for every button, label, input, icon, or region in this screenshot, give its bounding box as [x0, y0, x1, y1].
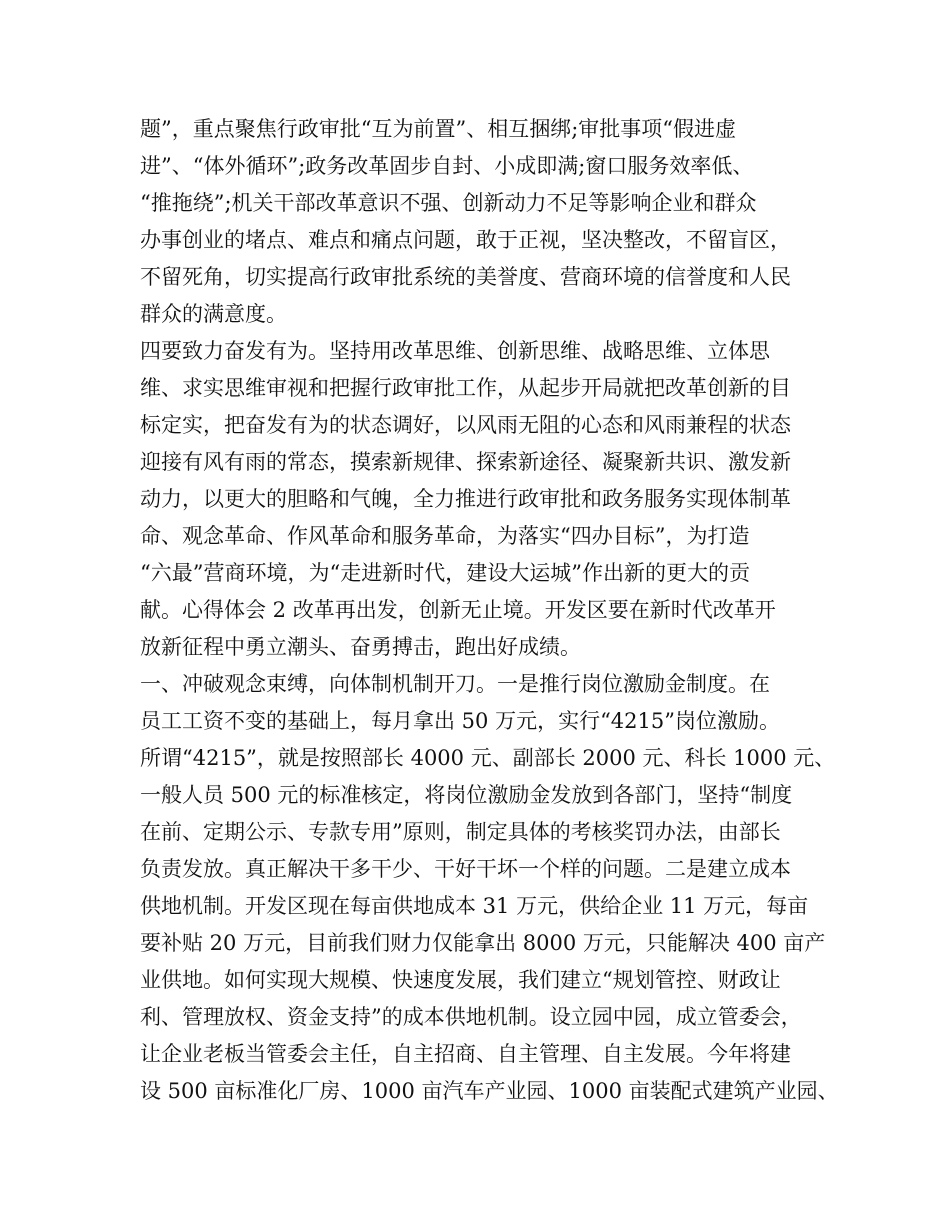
- text-line: 四要致力奋发有为。坚持用改革思维、创新思维、战略思维、立体思: [140, 339, 770, 363]
- text-line: 利、管理放权、资金支持”的成本供地机制。设立园中园，成立管委会，: [140, 1005, 802, 1029]
- text-line: 迎接有风有雨的常态，摸索新规律、探索新途径、凝聚新共识、激发新: [140, 450, 791, 474]
- text-line: 放新征程中勇立潮头、奋勇搏击，跑出好成绩。: [140, 635, 581, 659]
- text-line: “推拖绕”;机关干部改革意识不强、创新动力不足等影响企业和群众: [140, 191, 757, 215]
- text-line: 一般人员 500 元的标准核定，将岗位激励金发放到各部门，坚持“制度: [140, 783, 793, 807]
- text-line: 维、求实思维审视和把握行政审批工作，从起步开局就把改革创新的目: [140, 376, 791, 400]
- text-line: 设 500 亩标准化厂房、1000 亩汽车产业园、1000 亩装配式建筑产业园、: [140, 1079, 839, 1103]
- text-line: 要补贴 20 万元，目前我们财力仅能拿出 8000 万元，只能解决 400 亩产: [140, 931, 826, 955]
- text-line: 所谓“4215”，就是按照部长 4000 元、副部长 2000 元、科长 1000 元、: [140, 746, 836, 770]
- text-line: 标定实，把奋发有为的状态调好，以风雨无阻的心态和风雨兼程的状态: [140, 413, 791, 437]
- body-text: [140, 111, 839, 1110]
- text-line: 一、冲破观念束缚，向体制机制开刀。一是推行岗位激励金制度。在: [140, 672, 770, 696]
- text-line: 群众的满意度。: [140, 302, 287, 326]
- text-line: 献。心得体会 2 改革再出发，创新无止境。开发区要在新时代改革开: [140, 598, 776, 622]
- text-line: 员工工资不变的基础上，每月拿出 50 万元，实行“4215”岗位激励。: [140, 709, 780, 733]
- text-line: 在前、定期公示、专款专用”原则，制定具体的考核奖罚办法，由部长: [140, 820, 781, 844]
- text-line: 命、观念革命、作风革命和服务革命，为落实“四办目标”，为打造: [140, 524, 750, 548]
- text-line: “六最”营商环境，为“走进新时代，建设大运城”作出新的更大的贡: [140, 561, 750, 585]
- text-line: 供地机制。开发区现在每亩供地成本 31 万元，供给企业 11 万元，每亩: [140, 894, 809, 918]
- text-line: 进”、“体外循环”;政务改革固步自封、小成即满;窗口服务效率低、: [140, 154, 754, 178]
- text-line: 办事创业的堵点、难点和痛点问题，敢于正视，坚决整改，不留盲区，: [140, 228, 791, 252]
- text-line: 不留死角，切实提高行政审批系统的美誉度、营商环境的信誉度和人民: [140, 265, 791, 289]
- text-line: 动力，以更大的胆略和气魄，全力推进行政审批和政务服务实现体制革: [140, 487, 791, 511]
- text-line: 负责发放。真正解决干多干少、干好干坏一个样的问题。二是建立成本: [140, 857, 791, 881]
- text-line: 业供地。如何实现大规模、快速度发展，我们建立“规划管控、财政让: [140, 968, 781, 992]
- text-line: 题”，重点聚焦行政审批“互为前置”、相互捆绑;审批事项“假进虚: [140, 117, 737, 141]
- text-line: 让企业老板当管委会主任，自主招商、自主管理、自主发展。今年将建: [140, 1042, 791, 1066]
